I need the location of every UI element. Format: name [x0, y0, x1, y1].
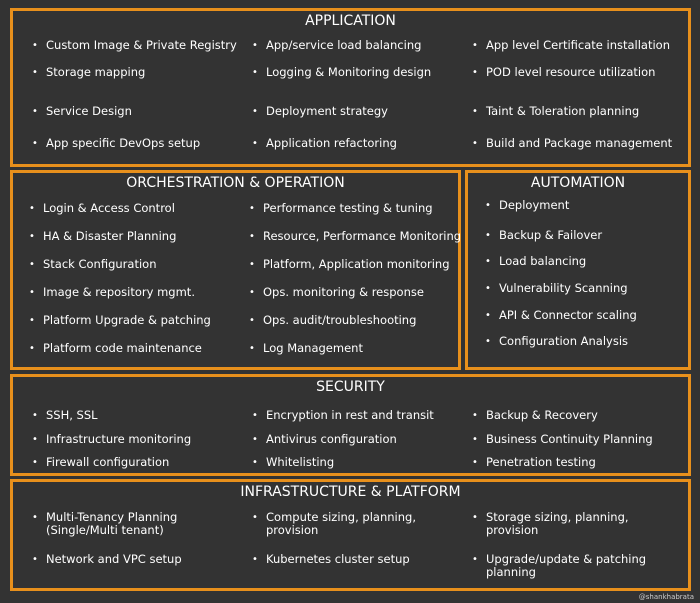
automation-item: • Vulnerability Scanning [485, 282, 628, 295]
infrastructure-item: • Compute sizing, planning, provision [252, 511, 416, 537]
application-item: • Deployment strategy [252, 105, 388, 118]
infrastructure-item: • Kubernetes cluster setup [252, 553, 410, 566]
security-item: • Antivirus configuration [252, 433, 397, 446]
orchestration-item: • Resource, Performance Monitoring [249, 230, 461, 243]
application-item: • Custom Image & Private Registry [32, 39, 237, 52]
automation-item: • Backup & Failover [485, 229, 602, 242]
orchestration-item: • HA & Disaster Planning [29, 230, 176, 243]
security-item: • Firewall configuration [32, 456, 169, 469]
application-item: • Logging & Monitoring design [252, 66, 431, 79]
orchestration-item: • Log Management [249, 342, 363, 355]
section-title: APPLICATION [305, 13, 396, 29]
section-title: INFRASTRUCTURE & PLATFORM [240, 484, 461, 500]
security-item: • Encryption in rest and transit [252, 409, 434, 422]
security-item: • Business Continuity Planning [472, 433, 653, 446]
section-title: ORCHESTRATION & OPERATION [126, 175, 345, 191]
application-item: • Service Design [32, 105, 132, 118]
automation-item: • API & Connector scaling [485, 309, 637, 322]
orchestration-item: • Login & Access Control [29, 202, 175, 215]
application-item: • POD level resource utilization [472, 66, 655, 79]
orchestration-item: • Platform Upgrade & patching [29, 314, 211, 327]
watermark: @shankhabrata [638, 593, 694, 601]
orchestration-item: • Platform, Application monitoring [249, 258, 450, 271]
application-item: • App level Certificate installation [472, 39, 670, 52]
infrastructure-item: • Multi-Tenancy Planning (Single/Multi tenant) [32, 511, 177, 537]
infrastructure-item: • Network and VPC setup [32, 553, 182, 566]
application-item: • App/service load balancing [252, 39, 421, 52]
orchestration-item: • Ops. audit/troubleshooting [249, 314, 416, 327]
security-item: • Backup & Recovery [472, 409, 598, 422]
application-item: • Storage mapping [32, 66, 145, 79]
application-item: • Build and Package management [472, 137, 672, 150]
infrastructure-item: • Upgrade/update & patching planning [472, 553, 646, 579]
security-item: • SSH, SSL [32, 409, 98, 422]
orchestration-item: • Performance testing & tuning [249, 202, 433, 215]
orchestration-item: • Platform code maintenance [29, 342, 202, 355]
section-title: SECURITY [316, 379, 385, 395]
orchestration-item: • Stack Configuration [29, 258, 156, 271]
application-item: • Application refactoring [252, 137, 397, 150]
automation-item: • Configuration Analysis [485, 335, 628, 348]
orchestration-item: • Ops. monitoring & response [249, 286, 424, 299]
infrastructure-item: • Storage sizing, planning, provision [472, 511, 629, 537]
security-item: • Whitelisting [252, 456, 334, 469]
automation-item: • Load balancing [485, 255, 586, 268]
automation-item: • Deployment [485, 199, 569, 212]
security-item: • Penetration testing [472, 456, 596, 469]
application-item: • Taint & Toleration planning [472, 105, 639, 118]
section-title: AUTOMATION [530, 175, 626, 191]
application-item: • App specific DevOps setup [32, 137, 200, 150]
orchestration-item: • Image & repository mgmt. [29, 286, 195, 299]
security-item: • Infrastructure monitoring [32, 433, 191, 446]
